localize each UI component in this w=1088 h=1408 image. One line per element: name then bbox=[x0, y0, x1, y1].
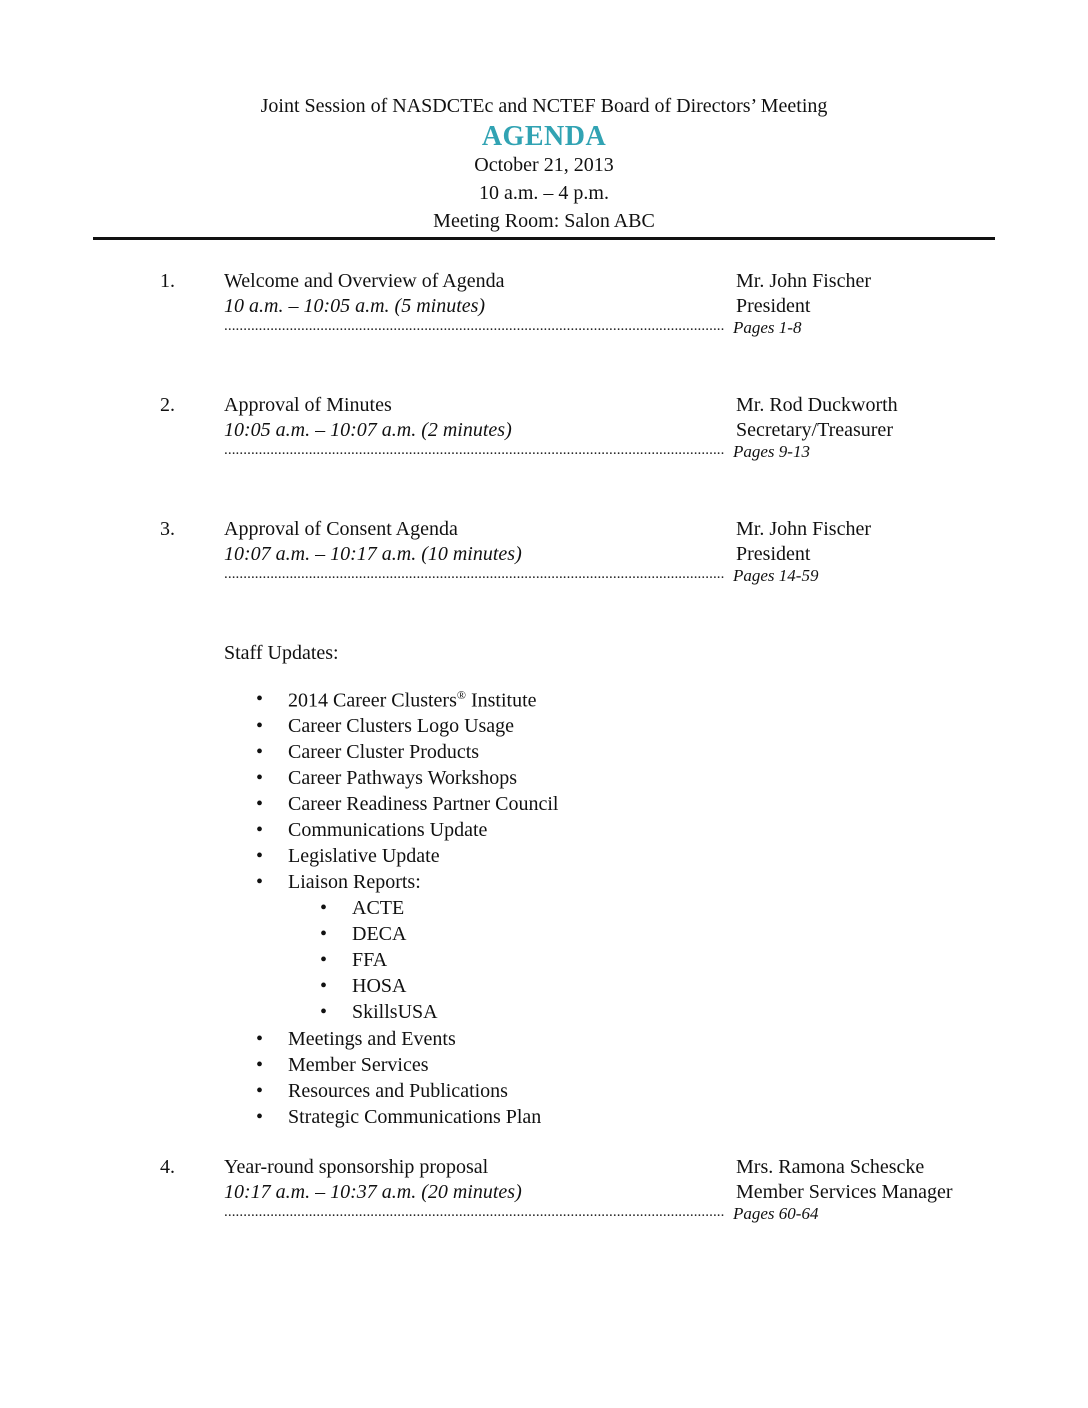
item-presenter: Mr. John Fischer bbox=[736, 270, 871, 292]
list-item-text: Career Pathways Workshops bbox=[288, 767, 518, 789]
agenda-item bbox=[0, 518, 1088, 598]
item-time: 10:07 a.m. – 10:17 a.m. (10 minutes) bbox=[224, 543, 522, 565]
bullet-icon: • bbox=[256, 1054, 264, 1076]
item-number: 2. bbox=[160, 394, 175, 416]
item-topic: Welcome and Overview of Agenda bbox=[224, 270, 505, 292]
bullet-icon: • bbox=[256, 688, 264, 710]
list-item-text: Career Readiness Partner Council bbox=[288, 793, 559, 815]
sub-list-item-text: HOSA bbox=[352, 975, 407, 997]
list-item-text: Liaison Reports: bbox=[288, 871, 421, 893]
list-item bbox=[0, 767, 1088, 793]
list-item bbox=[0, 741, 1088, 767]
sub-list-item bbox=[0, 897, 1088, 923]
agenda-item bbox=[0, 1156, 1088, 1236]
sub-list-item bbox=[0, 975, 1088, 1001]
list-item bbox=[0, 845, 1088, 871]
sub-list-item bbox=[0, 949, 1088, 975]
sub-list-item bbox=[0, 1001, 1088, 1027]
item-presenter-role: President bbox=[736, 295, 811, 317]
item-presenter-role: Member Services Manager bbox=[736, 1181, 953, 1203]
item-presenter: Mr. Rod Duckworth bbox=[736, 394, 898, 416]
list-item bbox=[0, 1080, 1088, 1106]
sub-list-item-text: SkillsUSA bbox=[352, 1001, 438, 1023]
item-pages: Pages 60-64 bbox=[733, 1204, 819, 1223]
agenda-item bbox=[0, 270, 1088, 350]
meeting-time: 10 a.m. – 4 p.m. bbox=[479, 182, 609, 204]
list-item bbox=[0, 793, 1088, 819]
meeting-title: Joint Session of NASDCTEc and NCTEF Board of Directors’ Meeting bbox=[260, 95, 828, 117]
dot-leader bbox=[224, 1204, 724, 1224]
agenda-heading: AGENDA bbox=[481, 121, 607, 152]
item-time: 10:17 a.m. – 10:37 a.m. (20 minutes) bbox=[224, 1181, 522, 1203]
list-item bbox=[0, 1106, 1088, 1132]
staff-updates-label: Staff Updates: bbox=[224, 642, 339, 664]
item-number: 4. bbox=[160, 1156, 175, 1178]
sub-list-item-text: FFA bbox=[352, 949, 388, 971]
bullet-icon: • bbox=[320, 923, 328, 945]
sub-list-item-text: ACTE bbox=[352, 897, 405, 919]
bullet-icon: • bbox=[256, 1080, 264, 1102]
dot-leader bbox=[224, 566, 724, 586]
item-number: 1. bbox=[160, 270, 175, 292]
item-topic: Approval of Consent Agenda bbox=[224, 518, 458, 540]
bullet-icon: • bbox=[320, 897, 328, 919]
dot-leader bbox=[224, 442, 724, 462]
bullet-icon: • bbox=[256, 871, 264, 893]
item-number: 3. bbox=[160, 518, 175, 540]
meeting-room: Meeting Room: Salon ABC bbox=[433, 210, 655, 232]
list-item bbox=[0, 1028, 1088, 1054]
list-item bbox=[0, 1054, 1088, 1080]
meeting-date: October 21, 2013 bbox=[474, 154, 614, 176]
list-item-text: Career Clusters Logo Usage bbox=[288, 715, 515, 737]
sub-list-item bbox=[0, 923, 1088, 949]
bullet-icon: • bbox=[256, 1028, 264, 1050]
item-presenter: Mr. John Fischer bbox=[736, 518, 871, 540]
item-pages: Pages 9-13 bbox=[733, 442, 810, 461]
bullet-icon: • bbox=[256, 767, 264, 789]
list-item-text: Communications Update bbox=[288, 819, 488, 841]
bullet-icon: • bbox=[320, 1001, 328, 1023]
list-item-text: Career Cluster Products bbox=[288, 741, 480, 763]
header-divider bbox=[93, 237, 995, 240]
agenda-item bbox=[0, 394, 1088, 474]
list-item-text: Member Services bbox=[288, 1054, 429, 1076]
list-item-text-suffix: Institute bbox=[465, 689, 537, 712]
item-presenter-role: Secretary/Treasurer bbox=[736, 419, 893, 441]
item-pages: Pages 14-59 bbox=[733, 566, 819, 585]
bullet-icon: • bbox=[256, 845, 264, 867]
list-item bbox=[0, 871, 1088, 897]
list-item-text: Meetings and Events bbox=[288, 1028, 456, 1050]
list-item bbox=[0, 688, 1088, 714]
item-presenter-role: President bbox=[736, 543, 811, 565]
list-item-text: 2014 Career Clusters bbox=[288, 689, 457, 712]
bullet-icon: • bbox=[256, 715, 264, 737]
bullet-icon: • bbox=[320, 949, 328, 971]
list-item bbox=[0, 819, 1088, 845]
item-presenter: Mrs. Ramona Schescke bbox=[736, 1156, 925, 1178]
item-time: 10:05 a.m. – 10:07 a.m. (2 minutes) bbox=[224, 419, 512, 441]
item-pages: Pages 1-8 bbox=[733, 318, 802, 337]
bullet-icon: • bbox=[256, 819, 264, 841]
bullet-icon: • bbox=[256, 741, 264, 763]
bullet-icon: • bbox=[256, 793, 264, 815]
list-item-text: Legislative Update bbox=[288, 845, 440, 867]
item-time: 10 a.m. – 10:05 a.m. (5 minutes) bbox=[224, 295, 486, 317]
bullet-icon: • bbox=[256, 1106, 264, 1128]
list-item bbox=[0, 715, 1088, 741]
item-topic: Approval of Minutes bbox=[224, 394, 392, 416]
list-item-text: Resources and Publications bbox=[288, 1080, 508, 1102]
registered-mark: ® bbox=[456, 688, 466, 702]
item-topic: Year-round sponsorship proposal bbox=[224, 1156, 489, 1178]
dot-leader bbox=[224, 318, 724, 338]
list-item-text: Strategic Communications Plan bbox=[288, 1106, 542, 1128]
sub-list-item-text: DECA bbox=[352, 923, 407, 945]
bullet-icon: • bbox=[320, 975, 328, 997]
